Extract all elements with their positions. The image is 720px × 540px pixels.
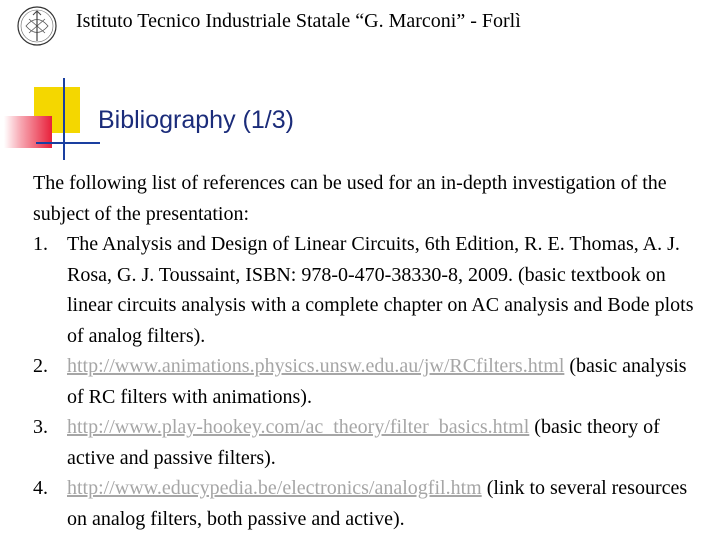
list-number: 2. — [33, 355, 48, 377]
list-item — [33, 229, 705, 351]
school-logo-icon — [16, 5, 58, 47]
decorative-squares — [0, 58, 100, 168]
list-item — [33, 351, 705, 412]
list-number: 4. — [33, 477, 48, 499]
list-item — [33, 412, 705, 473]
reference-text: (basic analysis of RC filters with animations). — [67, 355, 687, 408]
intro-text: The following list of references can be used for an in-depth investigation of the subject of the presentation: — [33, 172, 667, 225]
institute-name: Istituto Tecnico Industriale Statale “G. Marconi” - Forlì — [76, 10, 521, 32]
bibliography-body — [33, 168, 705, 534]
list-number: 3. — [33, 416, 48, 438]
slide-header — [0, 0, 720, 58]
reference-link[interactable]: http://www.educypedia.be/electronics/analogfil.htm — [67, 477, 482, 499]
slide-title: Bibliography (1/3) — [98, 106, 294, 134]
list-number: 1. — [33, 233, 48, 255]
reference-list — [33, 229, 705, 534]
reference-link[interactable]: http://www.play-hookey.com/ac_theory/filter_basics.html — [67, 416, 530, 438]
reference-text: The Analysis and Design of Linear Circuits, 6th Edition, R. E. Thomas, A. J. Rosa, G. J. Toussaint, ISBN: 978-0-470-38330-8, 2009. (basic textbook on linear circuits analysis with a complete chapter on AC analysis and Bode plots of analog filters). — [67, 233, 694, 347]
reference-text: (basic theory of active and passive filters). — [67, 416, 660, 469]
reference-text: (link to several resources on analog filters, both passive and active). — [67, 477, 688, 530]
reference-link[interactable]: http://www.animations.physics.unsw.edu.au/jw/RCfilters.html — [67, 355, 565, 377]
list-item — [33, 473, 705, 534]
